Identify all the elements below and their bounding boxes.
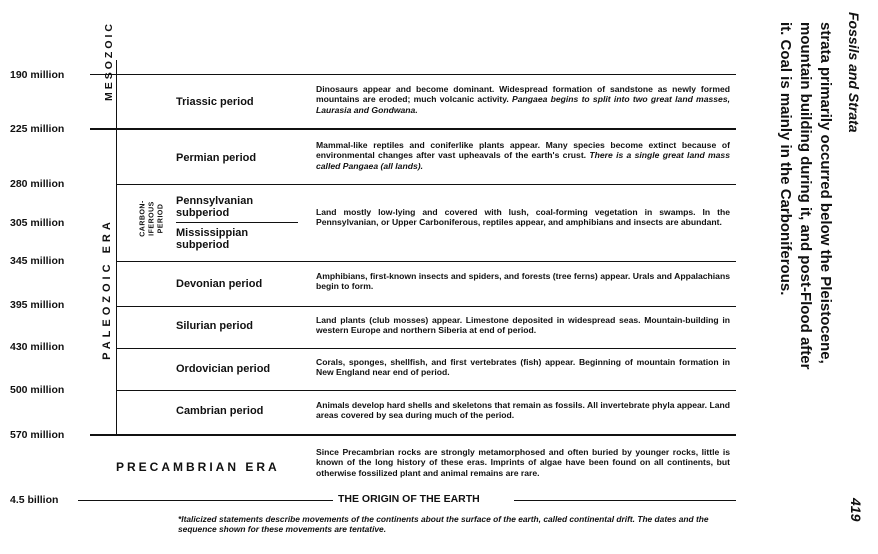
mississippian-line-2: subperiod (176, 239, 230, 251)
period-pennsylvanian (176, 195, 253, 219)
period-mississippian (176, 227, 248, 251)
date-500: 500 million (10, 384, 65, 396)
period-cambrian: Cambrian period (176, 405, 264, 417)
era-column-rule (116, 60, 117, 434)
era-precambrian: PRECAMBRIAN ERA (116, 460, 280, 474)
period-devonian: Devonian period (176, 278, 263, 290)
desc-permian-text: Mammal-like reptiles and coniferlike plants appear. Many species become extinct because of environmental changes after vast upheavals of the earth's crust. (316, 140, 730, 161)
era-paleozoic: PALEOZOIC ERA (101, 218, 113, 360)
date-225: 225 million (10, 123, 65, 135)
desc-triassic (316, 84, 730, 115)
rule-280 (116, 184, 736, 185)
rule-190 (90, 74, 736, 75)
date-190: 190 million (10, 69, 65, 81)
rule-500 (116, 390, 736, 391)
carboniferous-line-1: CARBON- (139, 200, 147, 237)
rule-570 (90, 434, 736, 436)
period-silurian: Silurian period (176, 320, 254, 332)
origin-rule-left (78, 500, 333, 501)
desc-carboniferous: Land mostly low-lying and covered with lush, coal-forming vegetation in swamps. In the Pennsylvanian, or Upper Carboniferous, reptiles appear, and amphibians and insects are abundant. (316, 207, 730, 228)
date-570: 570 million (10, 429, 65, 441)
rule-225 (90, 128, 736, 130)
period-triassic: Triassic period (176, 96, 254, 108)
desc-silurian: Land plants (club mosses) appear. Limestone deposited in widespread seas. Mountain-building in western Europe and northern Siberia at end of period. (316, 315, 730, 336)
date-345: 345 million (10, 255, 65, 267)
desc-permian-italic: There is a single great land mass called Pangaea (all lands). (316, 150, 730, 171)
period-ordovician: Ordovician period (176, 363, 271, 375)
period-permian: Permian period (176, 152, 257, 164)
side-line-2: mountain building during it, and post-Flood after (797, 22, 814, 370)
rule-345 (116, 261, 736, 262)
desc-triassic-italic: Pangaea begins to split into two great land masses, Laurasia and Gondwana. (316, 94, 730, 115)
era-mesozoic: MESOZOIC (103, 21, 115, 102)
desc-triassic-text: Dinosaurs appear and become dominant. Widespread formation of sandstone as newly formed mountains are eroded; much volcanic activity. (316, 84, 730, 105)
side-line-1: strata primarily occurred below the Pleistocene, (817, 22, 834, 364)
pennsylvanian-line-2: subperiod (176, 207, 230, 219)
rule-305-sub (176, 222, 298, 223)
desc-cambrian: Animals develop hard shells and skeletons that remain as fossils. All invertebrate phyla appear. Land areas covered by sea during much of the period. (316, 400, 730, 421)
date-4-5-billion: 4.5 billion (10, 494, 59, 506)
carboniferous-label (124, 192, 168, 254)
date-305: 305 million (10, 217, 65, 229)
date-395: 395 million (10, 299, 65, 311)
desc-permian (316, 140, 730, 171)
rule-430 (116, 348, 736, 349)
side-title: Fossils and Strata (846, 12, 862, 133)
date-280: 280 million (10, 178, 65, 190)
desc-devonian: Amphibians, first-known insects and spiders, and forests (tree ferns) appear. Urals and Appalachians begin to form. (316, 271, 730, 292)
carboniferous-line-2: IFEROUS (148, 201, 156, 236)
rule-395 (116, 306, 736, 307)
page-number: 419 (848, 498, 864, 522)
date-430: 430 million (10, 341, 65, 353)
carboniferous-line-3: PERIOD (157, 203, 165, 234)
pennsylvanian-line-1: Pennsylvanian (176, 195, 254, 207)
desc-precambrian: Since Precambrian rocks are strongly metamorphosed and often buried by younger rocks, little is known of the long history of these eras. Imprints of algae have been found on all continents, but otherwise fossilized plant and animal remains are rare. (316, 447, 730, 478)
origin-rule-right (514, 500, 736, 501)
origin-of-the-earth: THE ORIGIN OF THE EARTH (338, 493, 480, 505)
footnote: *Italicized statements describe movements of the continents about the surface of the earth, called continental drift. The dates and the sequence shown for these movements are tentative. (178, 514, 709, 534)
side-line-3: it. Coal is mainly in the Carboniferous. (777, 22, 794, 296)
mississippian-line-1: Mississippian (176, 227, 249, 239)
desc-ordovician: Corals, sponges, shellfish, and first vertebrates (fish) appear. Beginning of mountain formation in New England near end of period. (316, 357, 730, 378)
